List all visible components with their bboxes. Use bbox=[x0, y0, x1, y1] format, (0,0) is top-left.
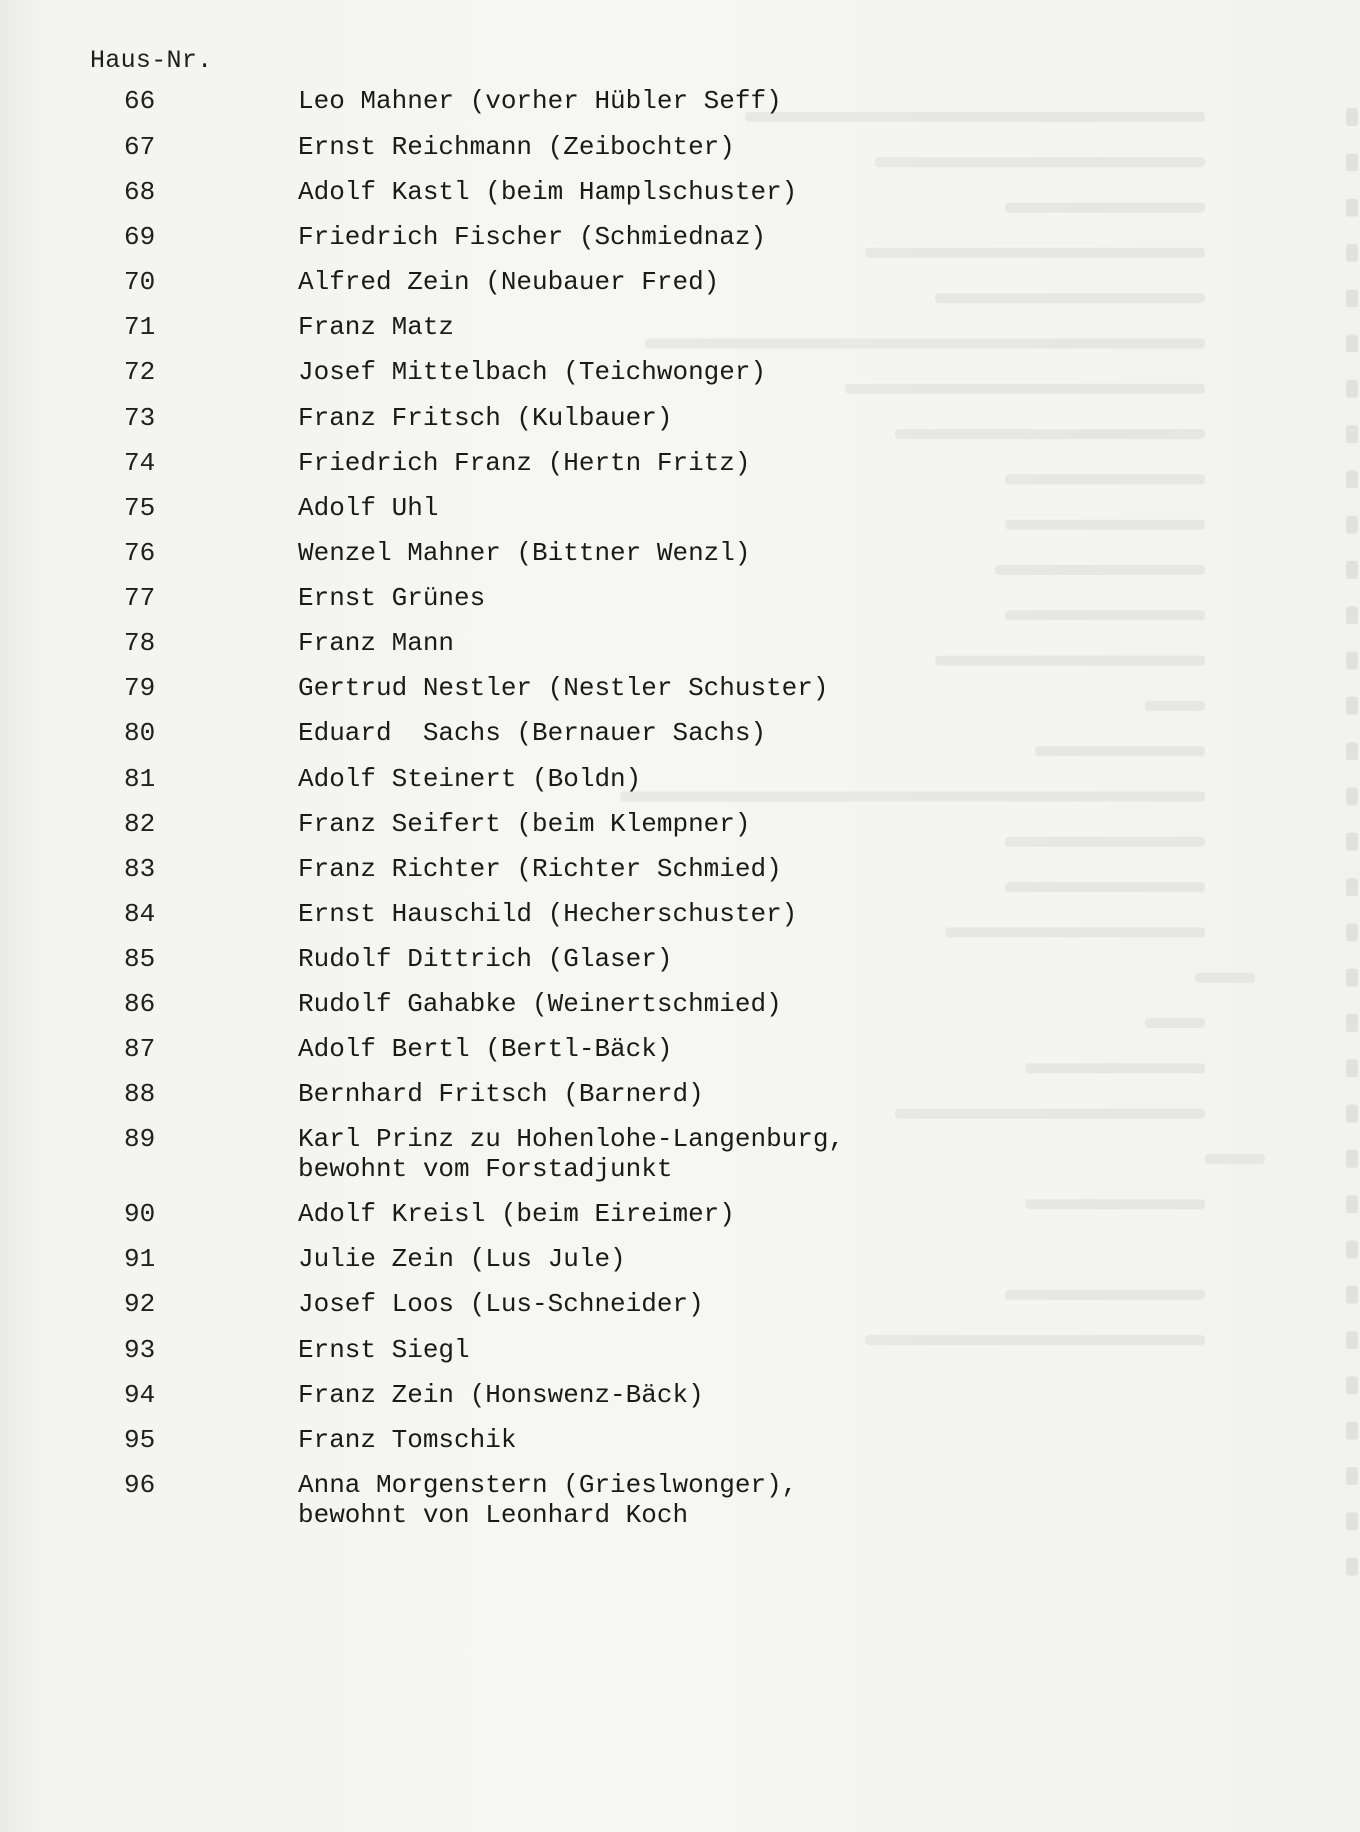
house-number: 86 bbox=[124, 989, 156, 1019]
house-number: 80 bbox=[124, 718, 156, 748]
house-number: 74 bbox=[124, 448, 156, 478]
house-number: 82 bbox=[124, 809, 156, 839]
resident-name: Franz Mann bbox=[298, 628, 455, 658]
house-number: 75 bbox=[124, 493, 156, 523]
resident-name: Josef Mittelbach (Teichwonger) bbox=[298, 357, 767, 387]
resident-name: Franz Richter (Richter Schmied) bbox=[298, 854, 782, 884]
house-number: 79 bbox=[124, 673, 156, 703]
resident-name: Adolf Kastl (beim Hamplschuster) bbox=[298, 177, 798, 207]
house-number: 88 bbox=[124, 1079, 156, 1109]
house-number: 93 bbox=[124, 1335, 156, 1365]
resident-name: Adolf Steinert (Boldn) bbox=[298, 764, 642, 794]
house-number: 69 bbox=[124, 222, 156, 252]
house-number: 70 bbox=[124, 267, 156, 297]
house-number: 76 bbox=[124, 538, 156, 568]
resident-name: Ernst Hauschild (Hecherschuster) bbox=[298, 899, 798, 929]
house-number: 90 bbox=[124, 1199, 156, 1229]
house-number: 67 bbox=[124, 132, 156, 162]
resident-note: bewohnt von Leonhard Koch bbox=[298, 1500, 689, 1530]
resident-name: Karl Prinz zu Hohenlohe-Langenburg, bbox=[298, 1124, 845, 1154]
resident-name: Josef Loos (Lus-Schneider) bbox=[298, 1289, 704, 1319]
resident-name: Alfred Zein (Neubauer Fred) bbox=[298, 267, 720, 297]
house-number: 95 bbox=[124, 1425, 156, 1455]
resident-name: Adolf Uhl bbox=[298, 493, 439, 523]
house-number: 66 bbox=[124, 86, 156, 116]
resident-name: Bernhard Fritsch (Barnerd) bbox=[298, 1079, 704, 1109]
house-number: 81 bbox=[124, 764, 156, 794]
house-number: 96 bbox=[124, 1470, 156, 1500]
house-number: 92 bbox=[124, 1289, 156, 1319]
resident-name: Leo Mahner (vorher Hübler Seff) bbox=[298, 86, 782, 116]
resident-name: Eduard Sachs (Bernauer Sachs) bbox=[298, 718, 767, 748]
resident-name: Julie Zein (Lus Jule) bbox=[298, 1244, 626, 1274]
resident-name: Rudolf Dittrich (Glaser) bbox=[298, 944, 673, 974]
resident-name: Friedrich Franz (Hertn Fritz) bbox=[298, 448, 751, 478]
resident-name: Adolf Kreisl (beim Eireimer) bbox=[298, 1199, 735, 1229]
house-number: 71 bbox=[124, 312, 156, 342]
resident-name: Friedrich Fischer (Schmiednaz) bbox=[298, 222, 767, 252]
resident-name: Franz Tomschik bbox=[298, 1425, 517, 1455]
resident-name: Franz Fritsch (Kulbauer) bbox=[298, 403, 673, 433]
resident-name: Ernst Grünes bbox=[298, 583, 486, 613]
house-number: 83 bbox=[124, 854, 156, 884]
house-number: 84 bbox=[124, 899, 156, 929]
house-number: 94 bbox=[124, 1380, 156, 1410]
resident-name: Franz Zein (Honswenz-Bäck) bbox=[298, 1380, 704, 1410]
resident-name: Anna Morgenstern (Grieslwonger), bbox=[298, 1470, 798, 1500]
house-number: 87 bbox=[124, 1034, 156, 1064]
resident-note: bewohnt vom Forstadjunkt bbox=[298, 1154, 673, 1184]
resident-name: Gertrud Nestler (Nestler Schuster) bbox=[298, 673, 829, 703]
house-number: 85 bbox=[124, 944, 156, 974]
house-number: 91 bbox=[124, 1244, 156, 1274]
resident-name: Adolf Bertl (Bertl-Bäck) bbox=[298, 1034, 673, 1064]
house-number: 68 bbox=[124, 177, 156, 207]
resident-name: Ernst Reichmann (Zeibochter) bbox=[298, 132, 735, 162]
house-number: 73 bbox=[124, 403, 156, 433]
house-number: 77 bbox=[124, 583, 156, 613]
house-number: 78 bbox=[124, 628, 156, 658]
house-number: 89 bbox=[124, 1124, 156, 1154]
resident-name: Ernst Siegl bbox=[298, 1335, 470, 1365]
resident-name: Franz Matz bbox=[298, 312, 455, 342]
house-number: 72 bbox=[124, 357, 156, 387]
resident-name: Franz Seifert (beim Klempner) bbox=[298, 809, 751, 839]
column-header-haus-nr: Haus-Nr. bbox=[90, 46, 213, 75]
resident-name: Rudolf Gahabke (Weinertschmied) bbox=[298, 989, 782, 1019]
resident-name: Wenzel Mahner (Bittner Wenzl) bbox=[298, 538, 751, 568]
